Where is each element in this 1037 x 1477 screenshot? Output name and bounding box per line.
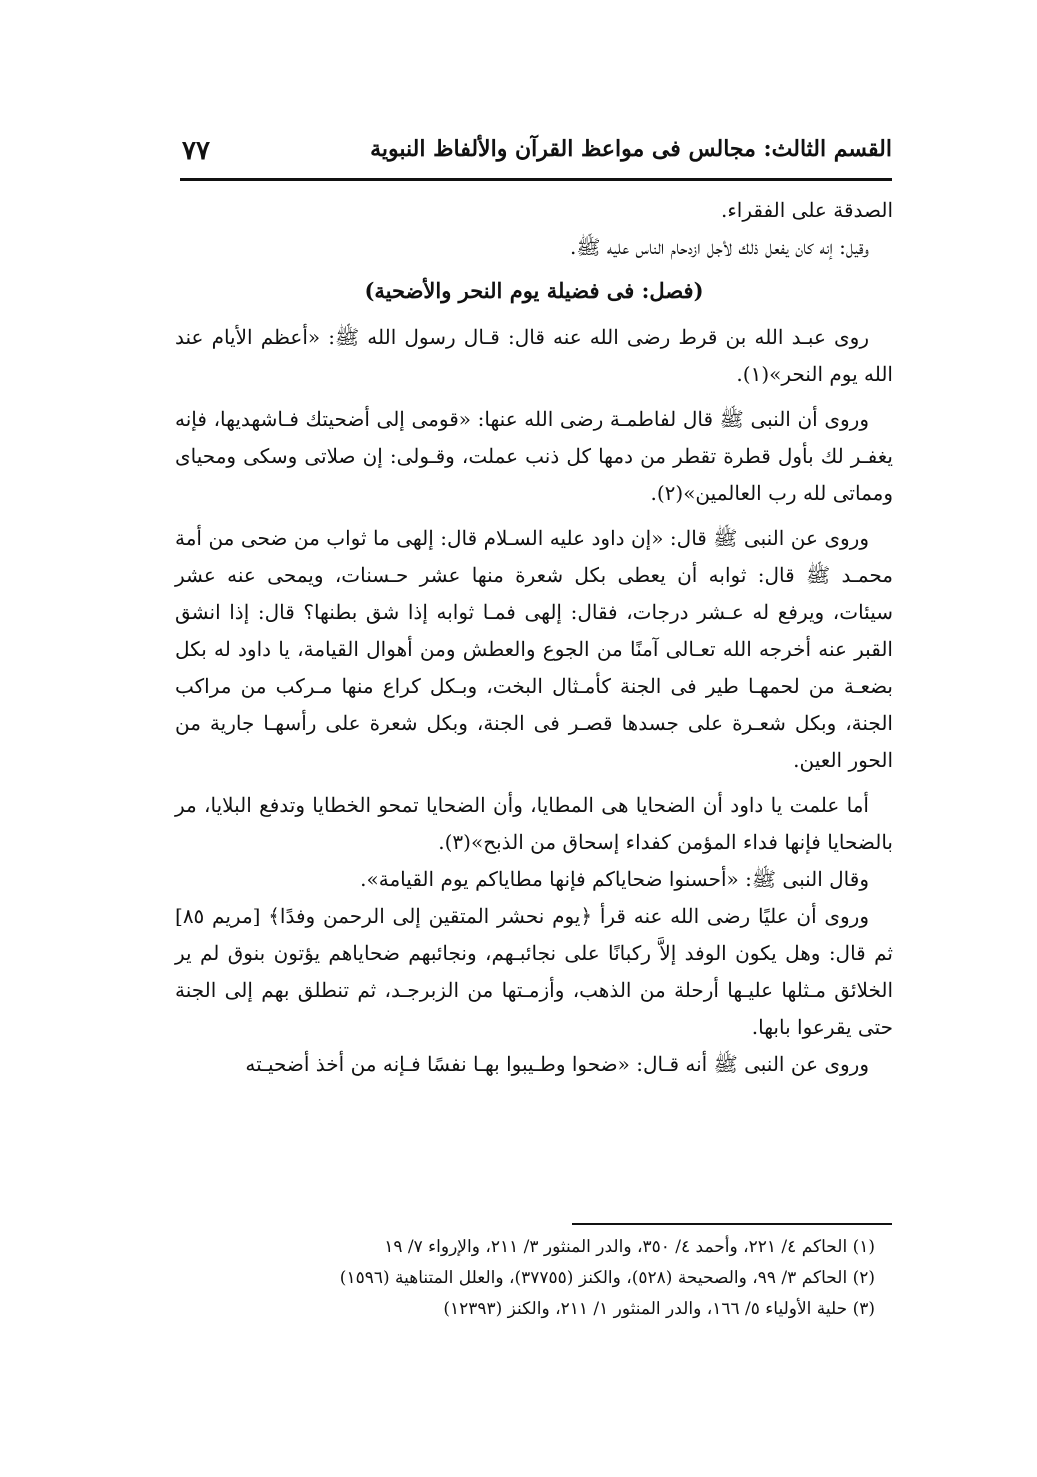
footnote-rule bbox=[572, 1223, 892, 1225]
page-number: ٧٧ bbox=[182, 136, 210, 166]
paragraph: الصدقة على الفقراء. bbox=[721, 198, 893, 222]
footnote: (١) الحاكم ٤/ ٢٢١، وأحمد ٤/ ٣٥٠، والدر المنثور ٣/ ٢١١، والإرواء ٧/ ١٩ bbox=[384, 1237, 875, 1257]
section-title: (فصل: فى فضيلة يوم النحر والأضحية) bbox=[364, 278, 704, 303]
running-head: القسم الثالث: مجالس فى مواعظ القرآن والألفاظ النبوية bbox=[370, 136, 892, 162]
paragraph: وروى أن النبى ﷺ قال لفاطمـة رضى الله عنها: «قومى إلى أضحيتك فـاشهديها، فإنه يغفـر لك بأول قطرة تقطر من دمها كل ذنب عملت، وقـولى: إن صلاتى وسكى ومحياى ومماتى لله رب العالمين»(٢). bbox=[175, 407, 893, 505]
paragraph: روى عبـد الله بن قرط رضى الله عنه قال: قـال رسول الله ﷺ: «أعظم الأيام عند الله يوم النحر»(١). bbox=[175, 325, 893, 386]
footnotes bbox=[270, 1232, 875, 1325]
main-text bbox=[175, 192, 893, 1083]
page-header bbox=[180, 132, 892, 174]
footnote: (٢) الحاكم ٣/ ٩٩، والصحيحة (٥٢٨)، والكنز (٣٧٧٥٥)، والعلل المتناهية (١٥٩٦) bbox=[339, 1268, 875, 1288]
paragraph: وروى عن النبى ﷺ أنه قـال: «ضحوا وطـيبوا بهـا نفسًا فـإنه من أخذ أضحيـته bbox=[245, 1052, 869, 1076]
paragraph: أما علمت يا داود أن الضحايا هى المطايا، وأن الضحايا تمحو الخطايا وتدفع البلايا، مر بالضحايا فإنها فداء المؤمن كفداء إسحاق من الذبح»(٣). bbox=[175, 793, 893, 854]
footnote: (٣) حلية الأولياء ٥/ ١٦٦، والدر المنثور ١/ ٢١١، والكنز (١٢٣٩٣) bbox=[443, 1299, 875, 1319]
paragraph: وقال النبى ﷺ: «أحسنوا ضحاياكم فإنها مطاياكم يوم القيامة». bbox=[360, 867, 869, 891]
paragraph: وروى عن النبى ﷺ قال: «إن داود عليه السـلام قال: إلهى ما ثواب من ضحى من أمة محمـد ﷺ قال: ثوابه أن يعطى بكل شعرة منها عشر حـسنات، ويمحى عنه عشر سيئات، ويرفع له عـشر درجات، فقال: إلهى فمـا ثوابه إذا شق بطنها؟ قال: إذا انشق القبر عنه أخرجه الله تعـالى آمنًا من الجوع والعطش ومن أهوال القيامة، يا داود له بكل بضعـة من لحمهـا طير فى الجنة كأمـثال البخت، وبـكل كراع منها مـركب من مراكب الجنة، وبكل شعـرة على جسدها قصـر فى الجنة، وبكل شعرة على رأسهـا جارية من الحور العين. bbox=[175, 526, 893, 772]
paragraph: وروى أن عليًا رضى الله عنه قرأ ﴿يوم نحشر المتقين إلى الرحمن وفدًا﴾ [مريم ٨٥] ثم قال: وهل يكون الوفد إلاَّ ركبانًا على نجائبـهم، ونجائبهم ضحاياهم يؤتون بنوق لم ير الخلائق مـثلها عليـها أرحلة من الذهب، وأزمـتها من الزبرجـد، ثم تنطلق بهم إلى الجنة حتى يقرعوا بابها. bbox=[175, 904, 893, 1039]
paragraph: وقيل: إنه كان يفعل ذلك لأجل ازدحام الناس عليه ﷺ. bbox=[570, 235, 869, 259]
header-rule bbox=[180, 178, 892, 181]
